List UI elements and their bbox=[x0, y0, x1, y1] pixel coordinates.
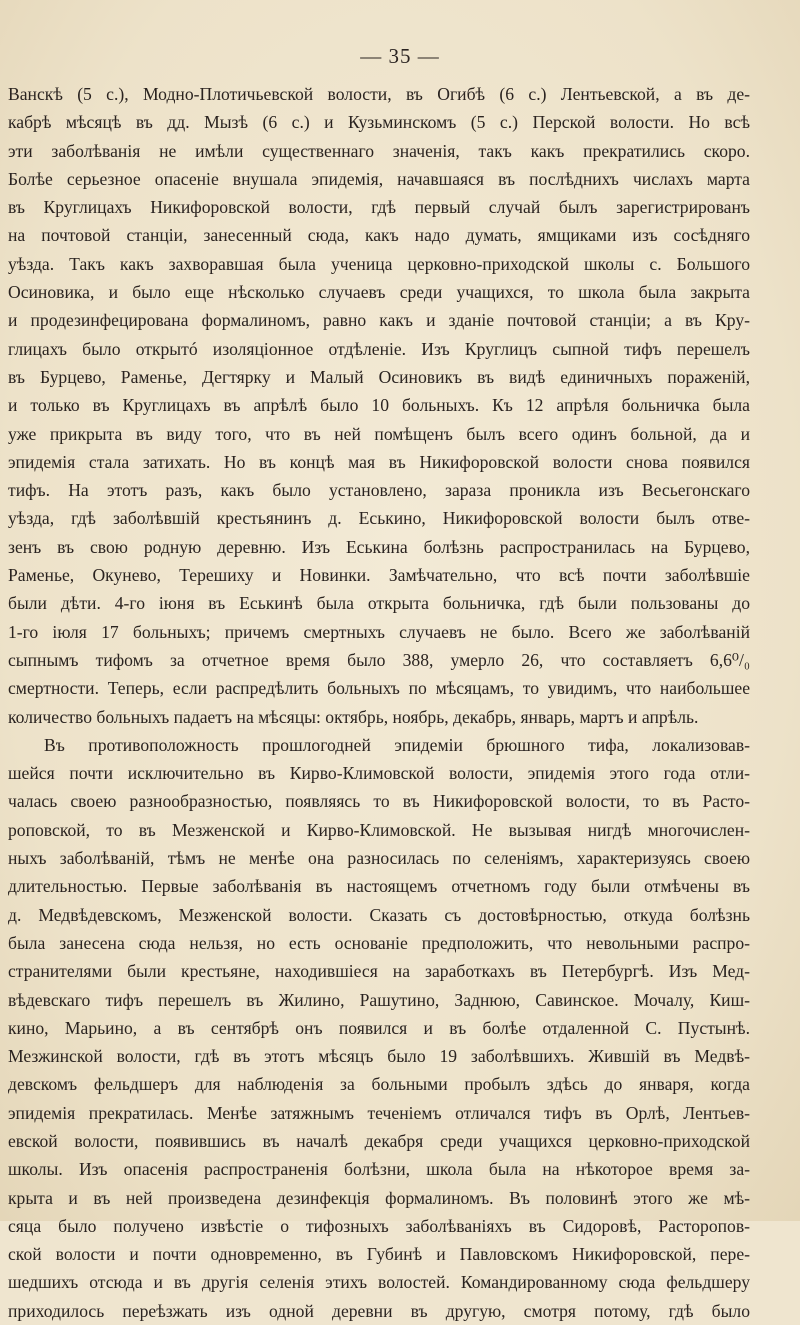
text-line: была занесена сюда нельзя, но есть основаніе предположить, что невольными распро- bbox=[8, 932, 750, 953]
body-text bbox=[8, 80, 750, 1325]
text-line: ской волости и почти одновременно, въ Губинѣ и Павловскомъ Никифоровской, пере- bbox=[8, 1244, 750, 1265]
text-line: шедшихъ отсюда и въ другія селенія этихъ волостей. Командированному сюда фельдшеру bbox=[8, 1272, 750, 1293]
text-line: д. Медвѣдевскомъ, Мезженской волости. Сказать съ достовѣрностью, откуда болѣзнь bbox=[8, 904, 750, 925]
text-line: зенъ въ свою родную деревню. Изъ Еськина болѣзнь распространилась на Бурцево, bbox=[8, 536, 750, 557]
text-line: ныхъ заболѣваній, тѣмъ не менѣе она разносилась по селеніямъ, характеризуясь своею bbox=[8, 848, 750, 869]
text-line: Раменье, Окунево, Терешиху и Новинки. Замѣчательно, что всѣ почти заболѣвшіе bbox=[8, 565, 750, 586]
paragraph bbox=[8, 80, 750, 731]
text-line: эпидемія прекратилась. Менѣе затяжнымъ теченіемъ отличался тифъ въ Орлѣ, Лентьев- bbox=[8, 1102, 750, 1123]
text-line: кабрѣ мѣсяцѣ въ дд. Мызѣ (6 с.) и Кузьминскомъ (5 с.) Перской волости. Но всѣ bbox=[8, 112, 750, 133]
text-line: сяца было получено извѣстіе о тифозныхъ заболѣваніяхъ въ Сидоровѣ, Расторопов- bbox=[8, 1215, 750, 1236]
text-line: приходилось переѣзжать изъ одной деревни въ другую, смотря потому, гдѣ было bbox=[8, 1300, 750, 1321]
text-line: сыпнымъ тифомъ за отчетное время было 388, умерло 26, что составляетъ 6,6⁰/₀ bbox=[8, 649, 750, 670]
text-line: и только въ Круглицахъ въ апрѣлѣ было 10 больныхъ. Къ 12 апрѣля больничка была bbox=[8, 395, 750, 416]
text-line: Въ противоположность прошлогодней эпидеміи брюшного тифа, локализовав- bbox=[44, 734, 750, 755]
text-line: эти заболѣванія не имѣли существеннаго значенія, такъ какъ прекратились скоро. bbox=[8, 140, 750, 161]
text-line: Мезжинской волости, гдѣ въ этотъ мѣсяцъ было 19 заболѣвшихъ. Жившій въ Медвѣ- bbox=[8, 1046, 750, 1067]
text-line: глицахъ было открытó изоляціонное отдѣленіе. Изъ Круглицъ сыпной тифъ перешелъ bbox=[8, 338, 750, 359]
text-line: роповской, то въ Мезженской и Кирво-Климовской. Не вызывая нигдѣ многочислен- bbox=[8, 819, 750, 840]
text-line: шейся почти исключительно въ Кирво-Климовской волости, эпидемія этого года отли- bbox=[8, 763, 750, 784]
text-line: уѣзда. Такъ какъ захворавшая была ученица церковно-приходской школы с. Большого bbox=[8, 253, 750, 274]
text-line: длительностью. Первые заболѣванія въ настоящемъ отчетномъ году были отмѣчены въ bbox=[8, 876, 750, 897]
paragraph bbox=[8, 731, 750, 1325]
text-line: школы. Изъ опасенія распространенія болѣзни, школа была на нѣкоторое время за- bbox=[8, 1159, 750, 1180]
text-line: и продезинфецирована формалиномъ, равно какъ и зданіе почтовой станціи; а въ Кру- bbox=[8, 310, 750, 331]
text-line: количество больныхъ падаетъ на мѣсяцы: октябрь, ноябрь, декабрь, январь, мартъ и апрѣль. bbox=[8, 706, 699, 727]
text-line: тифъ. На этотъ разъ, какъ было установлено, зараза проникла изъ Весьегонскаго bbox=[8, 480, 750, 501]
text-line: Болѣе серьезное опасеніе внушала эпидемія, начавшаяся въ послѣднихъ числахъ марта bbox=[8, 168, 750, 189]
text-line: странителями были крестьяне, находившіеся на заработкахъ въ Петербургѣ. Изъ Мед- bbox=[8, 961, 750, 982]
text-line: Осиновика, и было еще нѣсколько случаевъ среди учащихся, то школа была закрыта bbox=[8, 282, 750, 303]
text-line: уже прикрыта въ виду того, что въ ней помѣщенъ былъ всего одинъ больной, да и bbox=[8, 423, 750, 444]
text-line: были дѣти. 4-го іюня въ Еськинѣ была открыта больничка, гдѣ были пользованы до bbox=[8, 593, 750, 614]
text-line: вѣдевскаго тифъ перешелъ въ Жилино, Рашутино, Заднюю, Савинское. Мочалу, Киш- bbox=[8, 989, 750, 1010]
text-line: въ Бурцево, Раменье, Дегтярку и Малый Осиновикъ въ видѣ единичныхъ пораженій, bbox=[8, 366, 750, 387]
text-line: въ Круглицахъ Никифоровской волости, гдѣ первый случай былъ зарегистрированъ bbox=[8, 197, 750, 218]
text-line: уѣзда, гдѣ заболѣвшій крестьянинъ д. Еськино, Никифоровской волости былъ отве- bbox=[8, 508, 750, 529]
text-line: крыта и въ ней произведена дезинфекція формалиномъ. Въ половинѣ этого же мѣ- bbox=[8, 1187, 750, 1208]
text-line: эпидемія стала затихать. Но въ концѣ мая въ Никифоровской волости снова появился bbox=[8, 451, 750, 472]
text-line: чалась своею разнообразностью, появляясь то въ Никифоровской волости, то въ Расто- bbox=[8, 791, 750, 812]
text-line: Ванскѣ (5 с.), Модно-Плотичьевской волости, въ Огибѣ (6 с.) Лентьевской, а въ де- bbox=[8, 84, 750, 104]
text-line: на почтовой станціи, занесенный сюда, какъ надо думать, ямщиками изъ сосѣдняго bbox=[8, 225, 750, 246]
text-line: кино, Марьино, а въ сентябрѣ онъ появился и въ болѣе отдаленной С. Пустынѣ. bbox=[8, 1017, 750, 1038]
text-line: евской волости, появившись въ началѣ декабря среди учащихся церковно-приходской bbox=[8, 1130, 750, 1151]
text-line: девскомъ фельдшеръ для наблюденія за больными пробылъ здѣсь до января, когда bbox=[8, 1074, 750, 1095]
text-line: 1-го іюля 17 больныхъ; причемъ смертныхъ случаевъ не было. Всего же заболѣваній bbox=[8, 621, 750, 642]
page-number: — 35 — bbox=[360, 44, 440, 68]
text-line: смертности. Теперь, если распредѣлить больныхъ по мѣсяцамъ, то увидимъ, что наибольшее bbox=[8, 678, 750, 699]
